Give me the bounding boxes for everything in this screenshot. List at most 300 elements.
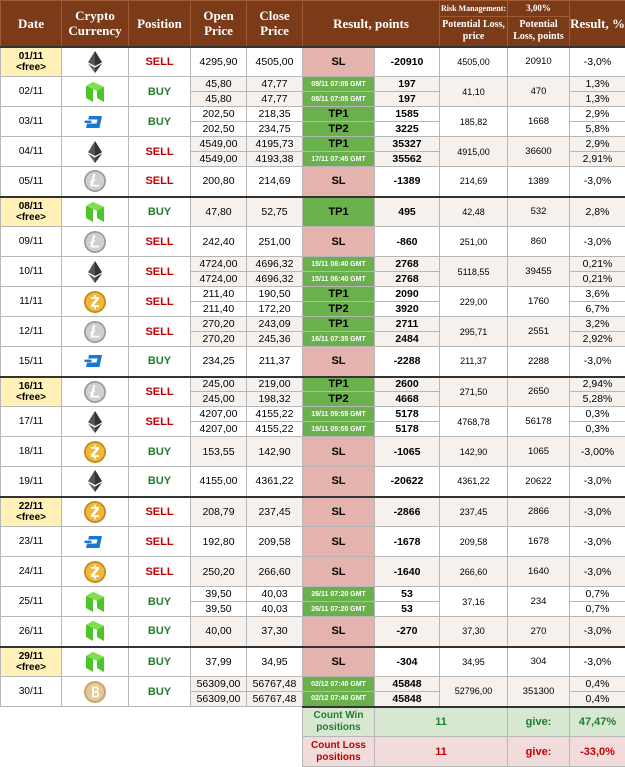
position-cell: SELL [129,317,191,347]
trade-rows [1,47,625,707]
zcash-icon [83,440,107,464]
date-cell [1,467,62,497]
table-row [1,257,625,272]
potential-loss-points-cell: 1760 [508,287,570,317]
litecoin-icon [83,230,107,254]
header-open-price: Open Price [191,1,247,47]
free-tag: <free> [1,662,61,673]
potential-loss-price-cell: 41,10 [440,77,508,107]
points-cell: 35327 [375,137,440,152]
result-pct-cell: 2,8% [570,197,625,227]
status-cell: TP1 [303,377,375,392]
date-text: 22/11 [1,501,61,512]
potential-loss-points-cell: 1389 [508,167,570,197]
table-row [1,77,625,92]
date-cell [1,47,62,77]
position-cell: BUY [129,617,191,647]
result-pct-cell: 5,28% [570,392,625,407]
result-pct-cell: 2,94% [570,377,625,392]
date-cell [1,137,62,167]
close-price-cell: 4193,38 [247,152,303,167]
status-cell: TP1 [303,137,375,152]
summary-spacer [1,707,303,737]
table-row [1,107,625,122]
ethereum-icon [83,140,107,164]
date-cell [1,227,62,257]
close-price-cell: 4696,32 [247,272,303,287]
position-cell: SELL [129,407,191,437]
points-cell: 45848 [375,692,440,707]
result-pct-cell: -3,00% [570,437,625,467]
date-cell [1,557,62,587]
status-cell: TP1 [303,197,375,227]
potential-loss-price-cell: 34,95 [440,647,508,677]
points-cell: 2484 [375,332,440,347]
loss-total-pct: -33,0% [570,737,625,767]
result-pct-cell: 5,8% [570,122,625,137]
status-cell: 15/11 06:40 GMT [303,257,375,272]
neo-icon [83,590,107,614]
open-price-cell: 56309,00 [191,692,247,707]
position-cell: BUY [129,107,191,137]
date-text: 03/11 [1,116,61,127]
result-pct-cell: 2,92% [570,332,625,347]
potential-loss-points-cell: 1668 [508,107,570,137]
result-pct-cell: 0,7% [570,602,625,617]
points-cell: -20622 [375,467,440,497]
potential-loss-price-cell: 251,00 [440,227,508,257]
close-price-cell: 243,09 [247,317,303,332]
result-pct-cell: -3,0% [570,347,625,377]
result-pct-cell: 1,3% [570,77,625,92]
close-price-cell: 218,35 [247,107,303,122]
status-cell: 02/12 07:40 GMT [303,677,375,692]
open-price-cell: 4724,00 [191,257,247,272]
table-row [1,557,625,587]
potential-loss-points-cell: 860 [508,227,570,257]
table-row [1,287,625,302]
count-loss-label: Count Loss positions [303,737,375,767]
potential-loss-points-cell: 270 [508,617,570,647]
points-cell: 197 [375,92,440,107]
open-price-cell: 200,80 [191,167,247,197]
potential-loss-price-cell: 229,00 [440,287,508,317]
position-cell: SELL [129,227,191,257]
currency-cell [62,347,129,377]
win-give-label: give: [508,707,570,737]
zcash-icon [83,290,107,314]
result-pct-cell: 6,7% [570,302,625,317]
open-price-cell: 39,50 [191,587,247,602]
open-price-cell: 202,50 [191,107,247,122]
points-cell: 2768 [375,272,440,287]
header-crypto: Crypto Currency [62,1,129,47]
date-text: 18/11 [1,446,61,457]
potential-loss-price-cell: 5118,55 [440,257,508,287]
open-price-cell: 4295,90 [191,47,247,77]
status-cell: 16/11 07:35 GMT [303,332,375,347]
points-cell: -860 [375,227,440,257]
position-cell: SELL [129,257,191,287]
open-price-cell: 192,80 [191,527,247,557]
date-text: 19/11 [1,476,61,487]
potential-loss-price-cell: 209,58 [440,527,508,557]
close-price-cell: 4155,22 [247,422,303,437]
position-cell: SELL [129,377,191,407]
win-total-pct: 47,47% [570,707,625,737]
currency-cell [62,647,129,677]
close-price-cell: 219,00 [247,377,303,392]
open-price-cell: 153,55 [191,437,247,467]
points-cell: 5178 [375,422,440,437]
open-price-cell: 4724,00 [191,272,247,287]
status-cell: SL [303,497,375,527]
header-potential-loss-points: Potential Loss, points [508,17,570,47]
points-cell: -1678 [375,527,440,557]
close-price-cell: 234,75 [247,122,303,137]
date-text: 08/11 [1,201,61,212]
close-price-cell: 4505,00 [247,47,303,77]
ethereum-icon [83,260,107,284]
open-price-cell: 4207,00 [191,422,247,437]
potential-loss-price-cell: 37,16 [440,587,508,617]
currency-cell [62,107,129,137]
position-cell: SELL [129,497,191,527]
date-cell [1,587,62,617]
neo-icon [83,80,107,104]
potential-loss-points-cell: 2551 [508,317,570,347]
result-pct-cell: -3,0% [570,527,625,557]
dash-icon [83,110,107,134]
points-cell: -1389 [375,167,440,197]
open-price-cell: 4207,00 [191,407,247,422]
points-cell: 1585 [375,107,440,122]
points-cell: -20910 [375,47,440,77]
status-cell: SL [303,227,375,257]
free-tag: <free> [1,512,61,523]
status-cell: 02/12 07:40 GMT [303,692,375,707]
points-cell: 53 [375,587,440,602]
status-cell: TP1 [303,107,375,122]
ethereum-icon [83,469,107,493]
currency-cell [62,617,129,647]
open-price-cell: 270,20 [191,317,247,332]
result-pct-cell: 3,2% [570,317,625,332]
litecoin-icon [83,169,107,193]
potential-loss-points-cell: 20910 [508,47,570,77]
date-text: 16/11 [1,381,61,392]
potential-loss-points-cell: 36600 [508,137,570,167]
position-cell: SELL [129,527,191,557]
open-price-cell: 4549,00 [191,152,247,167]
position-cell: BUY [129,77,191,107]
currency-cell [62,377,129,407]
date-cell [1,287,62,317]
close-price-cell: 190,50 [247,287,303,302]
date-cell [1,167,62,197]
date-cell [1,347,62,377]
result-pct-cell: 0,7% [570,587,625,602]
points-cell: 3920 [375,302,440,317]
currency-cell [62,587,129,617]
open-price-cell: 37,99 [191,647,247,677]
date-cell [1,617,62,647]
open-price-cell: 234,25 [191,347,247,377]
table-row [1,437,625,467]
status-cell: TP1 [303,287,375,302]
date-cell [1,497,62,527]
potential-loss-price-cell: 142,90 [440,437,508,467]
open-price-cell: 245,00 [191,377,247,392]
result-pct-cell: -3,0% [570,647,625,677]
potential-loss-price-cell: 295,71 [440,317,508,347]
date-text: 26/11 [1,626,61,637]
currency-cell [62,287,129,317]
position-cell: SELL [129,137,191,167]
status-cell: TP1 [303,317,375,332]
date-text: 09/11 [1,236,61,247]
result-pct-cell: -3,0% [570,467,625,497]
potential-loss-price-cell: 266,60 [440,557,508,587]
dash-icon [83,349,107,373]
status-cell: SL [303,527,375,557]
zcash-icon [83,500,107,524]
points-cell: 35562 [375,152,440,167]
close-price-cell: 47,77 [247,77,303,92]
close-price-cell: 172,20 [247,302,303,317]
open-price-cell: 47,80 [191,197,247,227]
close-price-cell: 40,03 [247,587,303,602]
close-price-cell: 56767,48 [247,692,303,707]
potential-loss-price-cell: 4361,22 [440,467,508,497]
table-row [1,467,625,497]
open-price-cell: 211,40 [191,302,247,317]
table-row [1,347,625,377]
header-result-pct: Result, % [570,1,625,47]
date-text: 29/11 [1,651,61,662]
potential-loss-price-cell: 37,30 [440,617,508,647]
status-cell: SL [303,347,375,377]
points-cell: 53 [375,602,440,617]
result-pct-cell: 0,4% [570,677,625,692]
status-cell: 19/11 09:55 GMT [303,422,375,437]
summary-spacer [1,737,303,767]
table-row [1,227,625,257]
position-cell: BUY [129,467,191,497]
currency-cell [62,77,129,107]
result-pct-cell: -3,0% [570,617,625,647]
points-cell: -2866 [375,497,440,527]
points-cell: 3225 [375,122,440,137]
date-text: 25/11 [1,596,61,607]
open-price-cell: 45,80 [191,92,247,107]
date-text: 23/11 [1,536,61,547]
dash-icon [83,530,107,554]
position-cell: SELL [129,167,191,197]
result-pct-cell: 2,91% [570,152,625,167]
count-win-label: Count Win positions [303,707,375,737]
free-tag: <free> [1,62,61,73]
close-price-cell: 4361,22 [247,467,303,497]
date-cell [1,377,62,407]
ethereum-icon [83,410,107,434]
potential-loss-points-cell: 351300 [508,677,570,707]
currency-cell [62,497,129,527]
open-price-cell: 39,50 [191,602,247,617]
position-cell: BUY [129,437,191,467]
status-cell: 26/11 07:20 GMT [303,602,375,617]
currency-cell [62,197,129,227]
points-cell: 2711 [375,317,440,332]
date-cell [1,437,62,467]
open-price-cell: 250,20 [191,557,247,587]
close-price-cell: 251,00 [247,227,303,257]
neo-icon [83,200,107,224]
status-cell: TP2 [303,122,375,137]
close-price-cell: 37,30 [247,617,303,647]
close-price-cell: 209,58 [247,527,303,557]
table-row [1,197,625,227]
potential-loss-points-cell: 2866 [508,497,570,527]
count-loss-value: 11 [375,737,508,767]
potential-loss-points-cell: 56178 [508,407,570,437]
status-cell: SL [303,647,375,677]
close-price-cell: 4155,22 [247,407,303,422]
currency-cell [62,47,129,77]
open-price-cell: 40,00 [191,617,247,647]
header-date: Date [1,1,62,47]
date-cell [1,317,62,347]
header-risk-value: 3,00% [508,1,570,17]
open-price-cell: 4549,00 [191,137,247,152]
open-price-cell: 270,20 [191,332,247,347]
points-cell: -270 [375,617,440,647]
status-cell: SL [303,437,375,467]
position-cell: BUY [129,587,191,617]
potential-loss-price-cell: 52796,00 [440,677,508,707]
table-row [1,617,625,647]
status-cell: SL [303,557,375,587]
status-cell: TP2 [303,392,375,407]
status-cell: 08/11 07:05 GMT [303,92,375,107]
currency-cell [62,227,129,257]
points-cell: 4668 [375,392,440,407]
position-cell: BUY [129,677,191,707]
close-price-cell: 34,95 [247,647,303,677]
currency-cell [62,467,129,497]
close-price-cell: 52,75 [247,197,303,227]
points-cell: 2090 [375,287,440,302]
points-cell: 2600 [375,377,440,392]
currency-cell [62,407,129,437]
date-cell [1,527,62,557]
position-cell: BUY [129,347,191,377]
free-tag: <free> [1,212,61,223]
points-cell: 45848 [375,677,440,692]
currency-cell [62,437,129,467]
date-text: 10/11 [1,266,61,277]
status-cell: TP2 [303,302,375,317]
zcash-icon [83,560,107,584]
count-win-value: 11 [375,707,508,737]
date-cell [1,407,62,437]
date-cell [1,677,62,707]
result-pct-cell: -3,0% [570,497,625,527]
table-row [1,407,625,422]
free-tag: <free> [1,392,61,403]
open-price-cell: 45,80 [191,77,247,92]
date-text: 12/11 [1,326,61,337]
close-price-cell: 266,60 [247,557,303,587]
position-cell: BUY [129,197,191,227]
currency-cell [62,257,129,287]
date-text: 17/11 [1,416,61,427]
currency-cell [62,677,129,707]
potential-loss-price-cell: 185,82 [440,107,508,137]
potential-loss-points-cell: 532 [508,197,570,227]
close-price-cell: 198,32 [247,392,303,407]
currency-cell [62,317,129,347]
header-potential-loss-price: Potential Loss, price [440,17,508,47]
open-price-cell: 242,40 [191,227,247,257]
date-text: 30/11 [1,686,61,697]
litecoin-icon [83,380,107,404]
result-pct-cell: 1,3% [570,92,625,107]
position-cell: SELL [129,557,191,587]
potential-loss-points-cell: 1678 [508,527,570,557]
points-cell: 495 [375,197,440,227]
points-cell: -1640 [375,557,440,587]
result-pct-cell: 2,9% [570,137,625,152]
open-price-cell: 202,50 [191,122,247,137]
currency-cell [62,137,129,167]
table-row [1,47,625,77]
loss-give-label: give: [508,737,570,767]
summary-loss-row [1,737,625,767]
header-position: Position [129,1,191,47]
result-pct-cell: -3,0% [570,47,625,77]
position-cell: SELL [129,287,191,317]
currency-cell [62,167,129,197]
status-cell: 17/11 07:45 GMT [303,152,375,167]
potential-loss-price-cell: 271,50 [440,377,508,407]
header-risk-management: Risk Management: [440,1,508,17]
table-row [1,587,625,602]
close-price-cell: 47,77 [247,92,303,107]
result-pct-cell: 0,4% [570,692,625,707]
potential-loss-points-cell: 2288 [508,347,570,377]
table-row [1,377,625,392]
close-price-cell: 142,90 [247,437,303,467]
table-row [1,527,625,557]
points-cell: -1065 [375,437,440,467]
position-cell: BUY [129,647,191,677]
close-price-cell: 56767,48 [247,677,303,692]
table-row [1,317,625,332]
neo-icon [83,650,107,674]
result-pct-cell: 3,6% [570,287,625,302]
table-row [1,677,625,692]
table-row [1,167,625,197]
close-price-cell: 40,03 [247,602,303,617]
potential-loss-price-cell: 211,37 [440,347,508,377]
position-cell: SELL [129,47,191,77]
litecoin-icon [83,320,107,344]
date-cell [1,197,62,227]
table-row [1,647,625,677]
status-cell: SL [303,467,375,497]
potential-loss-points-cell: 20622 [508,467,570,497]
